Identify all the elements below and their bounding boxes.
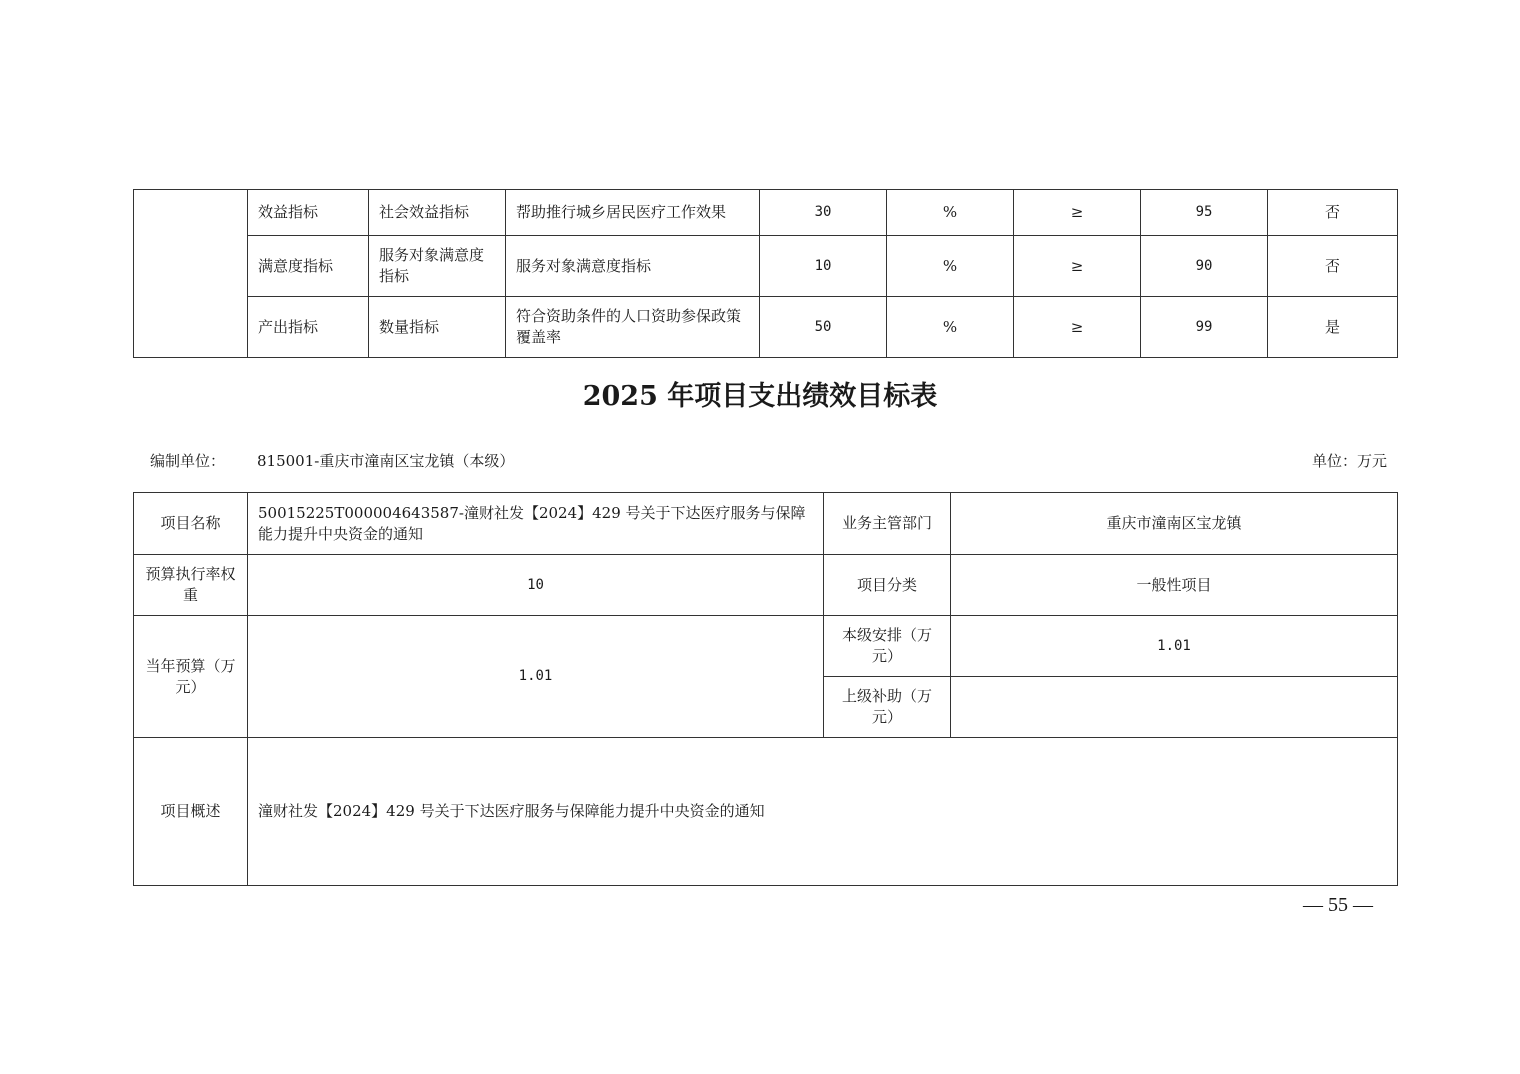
target-cell: 95 — [1141, 190, 1268, 236]
project-name-value: 50015225T000004643587-潼财社发【2024】429 号关于下达医疗服务与保障能力提升中央资金的通知 — [248, 493, 824, 555]
weight-cell: 50 — [760, 297, 887, 358]
exec-weight-label: 预算执行率权重 — [134, 555, 248, 616]
core-cell: 否 — [1268, 190, 1398, 236]
dept-label: 业务主管部门 — [824, 493, 951, 555]
level2-cell: 服务对象满意度指标 — [369, 236, 506, 297]
summary-label: 项目概述 — [134, 738, 248, 886]
org-value: 815001-重庆市潼南区宝龙镇（本级） — [257, 452, 515, 470]
table-row — [134, 190, 1398, 236]
page-title: 2025 年项目支出绩效目标表 — [582, 381, 938, 412]
local-label: 本级安排（万元） — [824, 616, 951, 677]
operator-cell: ≥ — [1014, 236, 1141, 297]
unit-label: 单位：万元 — [1311, 452, 1387, 470]
target-cell: 99 — [1141, 297, 1268, 358]
blank-cell — [134, 190, 248, 358]
indicator-cell: 符合资助条件的人口资助参保政策覆盖率 — [506, 297, 760, 358]
exec-weight-value: 10 — [248, 555, 824, 616]
weight-cell: 30 — [760, 190, 887, 236]
unit-cell: % — [887, 236, 1014, 297]
table-row — [134, 738, 1398, 886]
org-label: 编制单位： — [150, 452, 226, 470]
table-row — [134, 493, 1398, 555]
target-cell: 90 — [1141, 236, 1268, 297]
core-cell: 否 — [1268, 236, 1398, 297]
upper-value — [951, 677, 1398, 738]
table-row — [134, 616, 1398, 677]
page-number: — 55 — — [1303, 894, 1373, 916]
indicator-cell: 服务对象满意度指标 — [506, 236, 760, 297]
level1-cell: 满意度指标 — [248, 236, 369, 297]
table-row — [134, 297, 1398, 358]
local-value: 1.01 — [951, 616, 1398, 677]
budget-value: 1.01 — [248, 616, 824, 738]
project-table — [133, 492, 1398, 886]
category-value: 一般性项目 — [951, 555, 1398, 616]
level1-cell: 效益指标 — [248, 190, 369, 236]
indicator-cell: 帮助推行城乡居民医疗工作效果 — [506, 190, 760, 236]
budget-label: 当年预算（万元） — [134, 616, 248, 738]
table-row — [134, 555, 1398, 616]
dept-value: 重庆市潼南区宝龙镇 — [951, 493, 1398, 555]
unit-cell: % — [887, 297, 1014, 358]
level2-cell: 社会效益指标 — [369, 190, 506, 236]
project-name-label: 项目名称 — [134, 493, 248, 555]
weight-cell: 10 — [760, 236, 887, 297]
category-label: 项目分类 — [824, 555, 951, 616]
core-cell: 是 — [1268, 297, 1398, 358]
level1-cell: 产出指标 — [248, 297, 369, 358]
level2-cell: 数量指标 — [369, 297, 506, 358]
indicator-table — [133, 189, 1398, 358]
table-row — [134, 236, 1398, 297]
upper-label: 上级补助（万元） — [824, 677, 951, 738]
summary-value: 潼财社发【2024】429 号关于下达医疗服务与保障能力提升中央资金的通知 — [248, 738, 1398, 886]
unit-cell: % — [887, 190, 1014, 236]
operator-cell: ≥ — [1014, 297, 1141, 358]
operator-cell: ≥ — [1014, 190, 1141, 236]
